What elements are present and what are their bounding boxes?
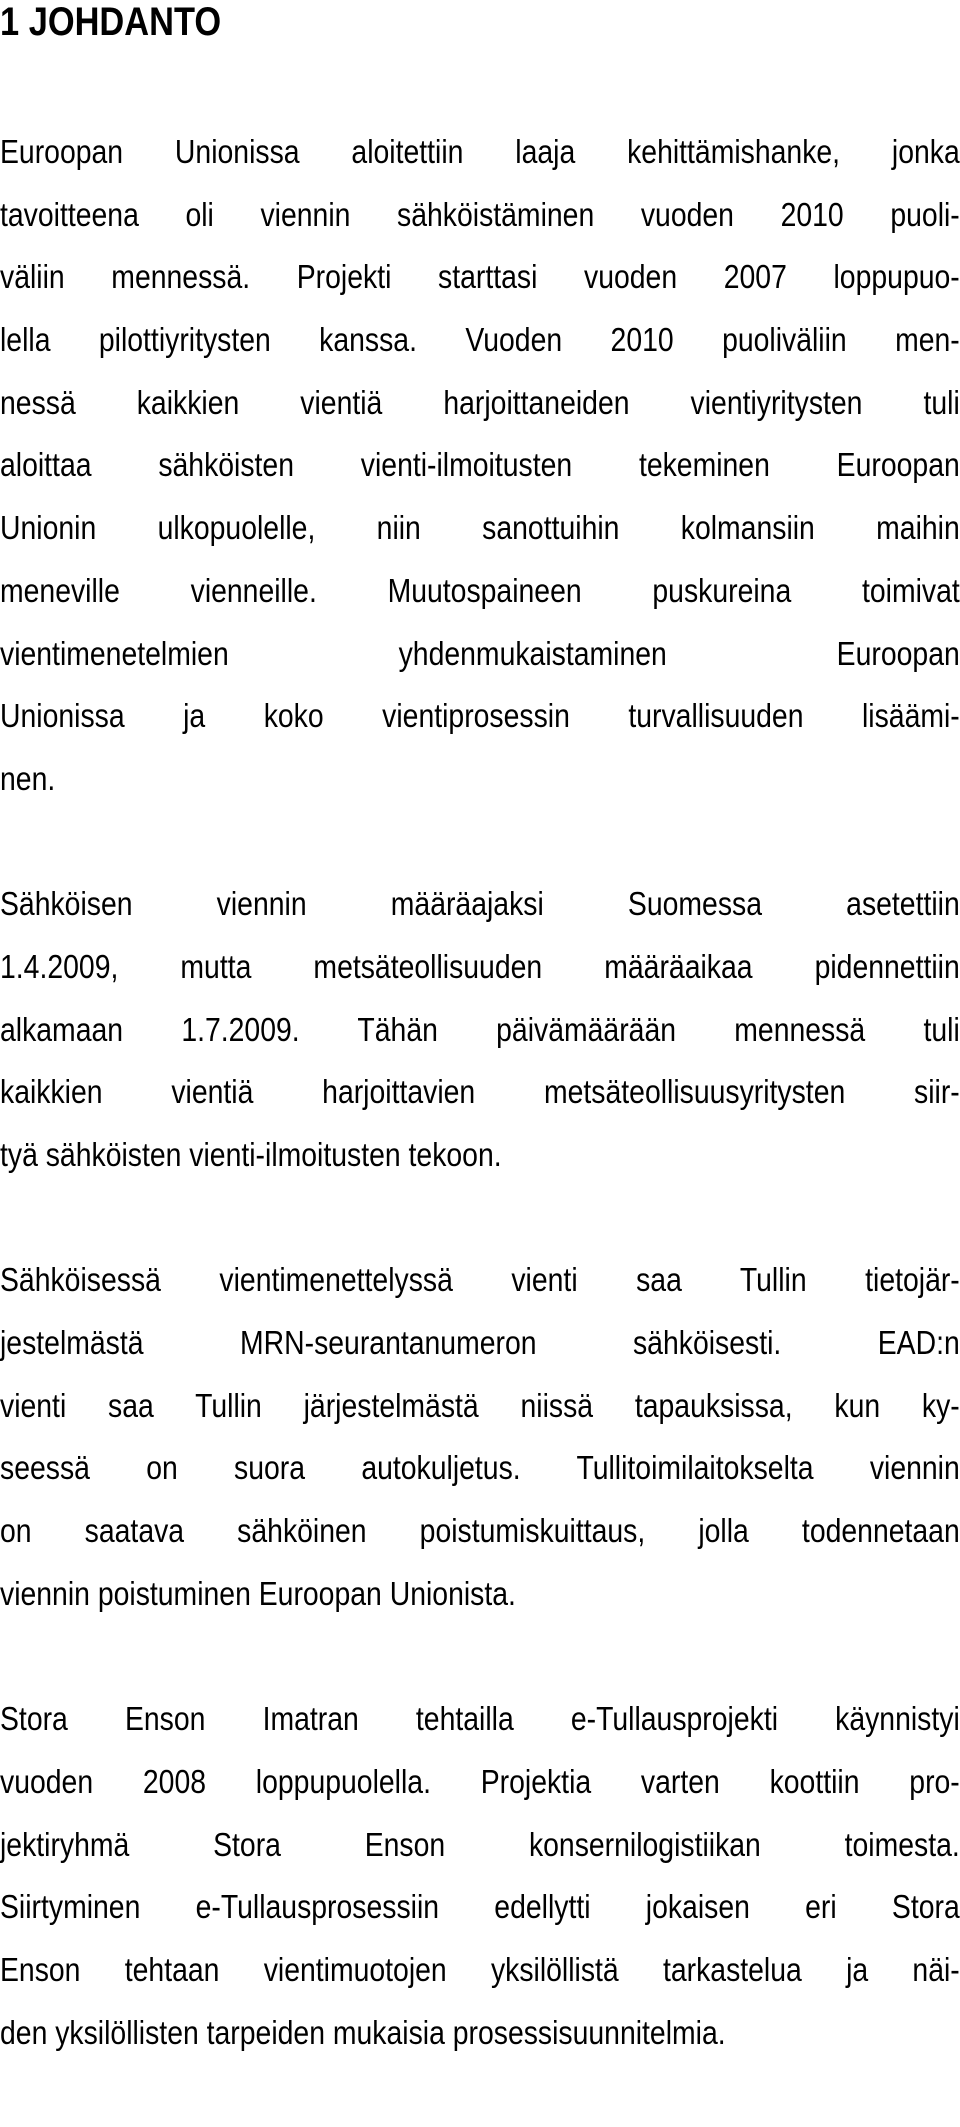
text-line: Stora Enson Imatran tehtailla e-Tullausprojekti käynnistyi <box>0 1700 960 1738</box>
text-line: aloittaa sähköisten vienti-ilmoitusten tekeminen Euroopan <box>0 446 960 484</box>
text-line: 1.4.2009, mutta metsäteollisuuden määräaikaa pidennettiin <box>0 947 960 985</box>
text-line: kaikkien vientiä harjoittavien metsäteollisuusyritysten siir- <box>0 1073 960 1111</box>
text-line: meneville vienneille. Muutospaineen puskureina toimivat <box>0 571 960 609</box>
text-line: vuoden 2008 loppupuolella. Projektia varten koottiin pro- <box>0 1762 960 1800</box>
text-line: Unionin ulkopuolelle, niin sanottuihin kolmansiin maihin <box>0 509 960 547</box>
text-line: Enson tehtaan vientimuotojen yksilöllistä tarkastelua ja näi- <box>0 1950 960 1988</box>
text-line: viennin poistuminen Euroopan Unionista. <box>0 1574 516 1612</box>
text-line: tavoitteena oli viennin sähköistäminen vuoden 2010 puoli- <box>0 195 960 233</box>
paragraph <box>0 1688 960 2064</box>
paragraph <box>0 1249 960 1625</box>
text-line: seessä on suora autokuljetus. Tullitoimilaitokselta viennin <box>0 1449 960 1487</box>
text-line: Sähköisessä vientimenettelyssä vienti saa Tullin tietojär- <box>0 1261 960 1299</box>
text-line: jestelmästä MRN-seurantanumeron sähköisesti. EAD:n <box>0 1324 960 1362</box>
text-line: tyä sähköisten vienti-ilmoitusten tekoon. <box>0 1136 502 1173</box>
text-line: Unionissa ja koko vientiprosessin turvallisuuden lisäämi- <box>0 697 960 735</box>
paragraph <box>0 873 960 1186</box>
text-line: vienti saa Tullin järjestelmästä niissä tapauksissa, kun ky- <box>0 1386 960 1424</box>
text-line: alkamaan 1.7.2009. Tähän päivämäärään mennessä tuli <box>0 1010 960 1048</box>
text-line: vientimenetelmien yhdenmukaistaminen Euroopan <box>0 634 960 672</box>
text-line: Siirtyminen e-Tullausprosessiin edellytti jokaisen eri Stora <box>0 1888 960 1926</box>
text-line: Euroopan Unionissa aloitettiin laaja kehittämishanke, jonka <box>0 133 960 170</box>
text-line: on saatava sähköinen poistumiskuittaus, jolla todennetaan <box>0 1512 960 1550</box>
text-line: jektiryhmä Stora Enson konsernilogistiikan toimesta. <box>0 1825 960 1863</box>
text-line: den yksilöllisten tarpeiden mukaisia prosessisuunnitelmia. <box>0 2013 726 2051</box>
chapter-heading: 1 JOHDANTO <box>0 0 222 44</box>
paragraph <box>0 121 960 811</box>
text-line: lella pilottiyritysten kanssa. Vuoden 2010 puoliväliin men- <box>0 321 960 359</box>
text-line: nen. <box>0 759 56 797</box>
text-line: väliin mennessä. Projekti starttasi vuoden 2007 loppupuo- <box>0 258 960 296</box>
text-line: nessä kaikkien vientiä harjoittaneiden vientiyritysten tuli <box>0 383 960 421</box>
text-line: Sähköisen viennin määräajaksi Suomessa asetettiin <box>0 885 960 923</box>
document-body <box>0 121 960 2127</box>
